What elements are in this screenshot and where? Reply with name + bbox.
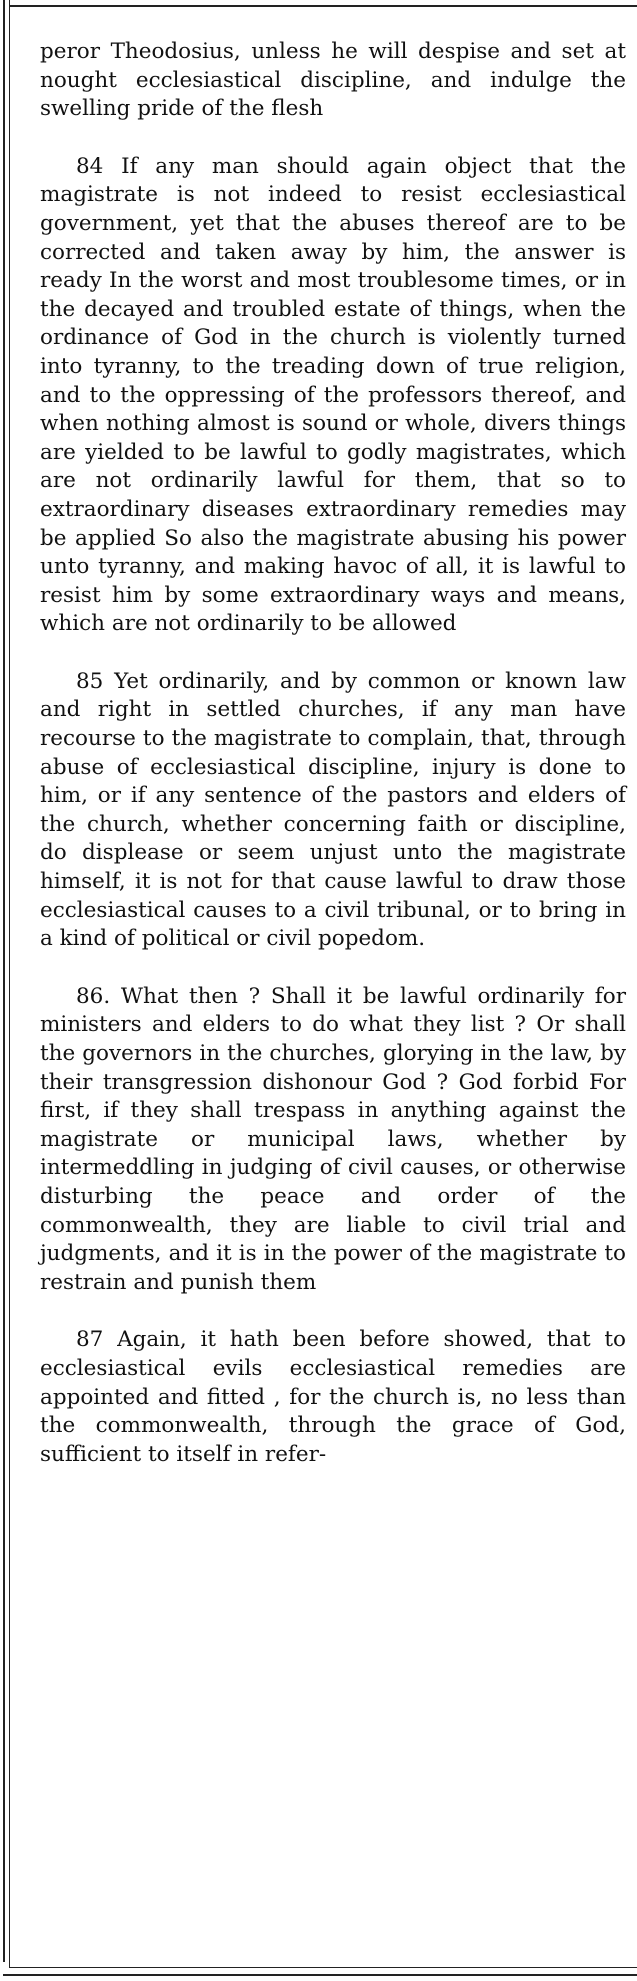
paragraph-text: What then ? Shall it be lawful ordinarily for ministers and elders to do what they list ? Or shall the governors in the churches, glorying in the law, by their transgression dishonour God ? God forbid For first, if they shall trespass in anything against the magistrate or municipal laws, whether by intermeddling in judging of civil causes, or otherwise disturbing the peace and order of the commonwealth, they are liable to civil trial and judgments, and it is in the power of the magistrate to restrain and punish them: [40, 983, 626, 1295]
paragraph-continuation: [40, 38, 626, 124]
paragraph-number: 87: [76, 1327, 104, 1353]
left-outer-rule: [3, 0, 5, 1962]
text-column: [40, 38, 626, 1469]
paragraph-text: Again, it hath been before showed, that to ecclesiastical evils ecclesiastical remedies are appointed and fitted , for the church is, no less than the commonwealth, through the grace of God, sufficient to itself in refer-: [40, 1327, 626, 1467]
paragraph-number: 86.: [76, 983, 111, 1009]
bottom-outer-rule: [3, 1974, 637, 1976]
paragraph-85: [40, 668, 626, 954]
paragraph-text: Yet ordinarily, and by common or known law and right in settled churches, if any man have recourse to the magistrate to complain, that, through abuse of ecclesiastical discipline, injury is done to him, or if any sentence of the pastors and elders of the church, whether concerning faith or discipline, do displease or seem unjust unto the magistrate himself, it is not for that cause lawful to draw those ecclesiastical causes to a civil tribunal, or to bring in a kind of political or civil popedom.: [40, 668, 626, 952]
left-inner-rule: [9, 0, 10, 1968]
paragraph-number: 85: [76, 668, 104, 694]
paragraph-87: [40, 1326, 626, 1469]
paragraph-text: peror Theodosius, unless he will despise and set at nought ecclesiastical discipline, and indulge the swelling pride of the flesh: [40, 39, 626, 122]
top-rule: [9, 5, 637, 7]
paragraph-number: 84: [76, 153, 104, 179]
paragraph-86: [40, 983, 626, 1298]
paragraph-text: If any man should again object that the magistrate is not indeed to resist ecclesiastical government, yet that the abuses thereof are to be corrected and taken away by him, the answer is ready In the worst and most troublesome times, or in the decayed and troubled estate of things, when the ordinance of God in the church is violently turned into tyranny, to the treading down of true religion, and to the oppressing of the professors thereof, and when nothing almost is sound or whole, divers things are yielded to be lawful to godly magistrates, which are not ordinarily lawful for them, that so to extraordinary diseases extraordinary remedies may be applied So also the magistrate abusing his power unto tyranny, and making havoc of all, it is lawful to resist him by some extraordinary ways and means, which are not ordinarily to be allowed: [40, 153, 626, 637]
bottom-inner-rule: [9, 1967, 637, 1968]
paragraph-84: [40, 153, 626, 639]
